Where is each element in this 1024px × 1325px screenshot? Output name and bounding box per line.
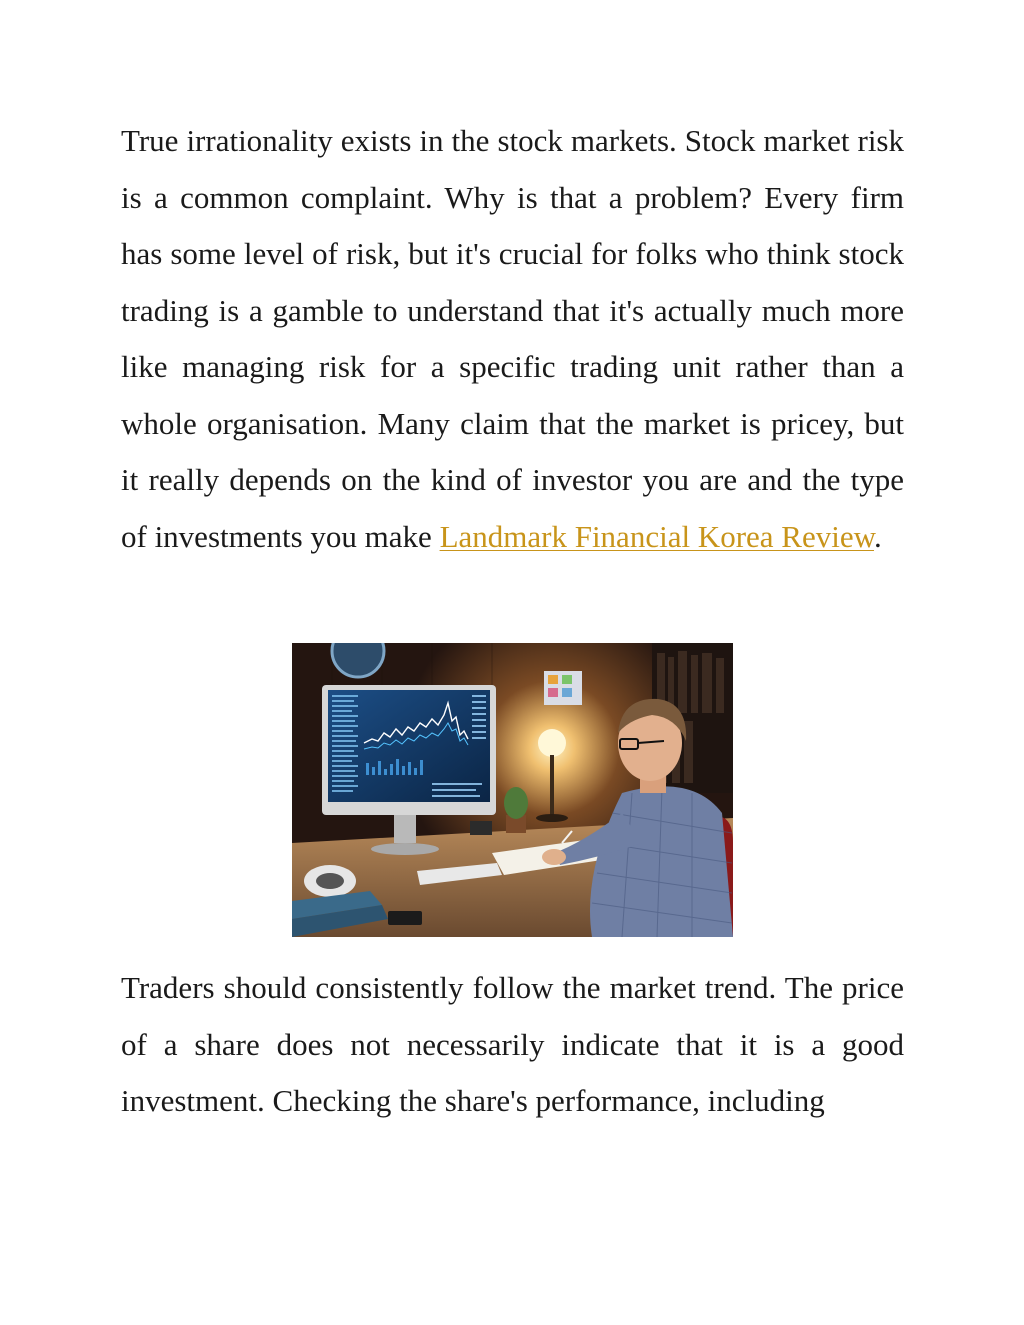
paragraph-market-trend: Traders should consistently follow the market trend. The price of a share does not necessarily indicate that it is a good investment. Checking the share's performance, including [121,970,904,1118]
paragraph-intro-period: . [873,518,882,554]
paragraph-intro-text: True irrationality exists in the stock markets. Stock market risk is a common complaint. Why is that a problem? Every firm has some level of risk, but it's crucial for folks who think stock trading is a gamble to understand that it's actually much more like managing risk for a specific trading unit rather than a whole organisation. Many claim that the market is pricey, but it really depends on the kind of investor you are and the type of investments you make [121,123,904,554]
trader-photo [292,643,733,937]
paragraph-intro [121,113,904,565]
landmark-financial-korea-review-link[interactable]: Landmark Financial Korea Review [439,518,874,554]
